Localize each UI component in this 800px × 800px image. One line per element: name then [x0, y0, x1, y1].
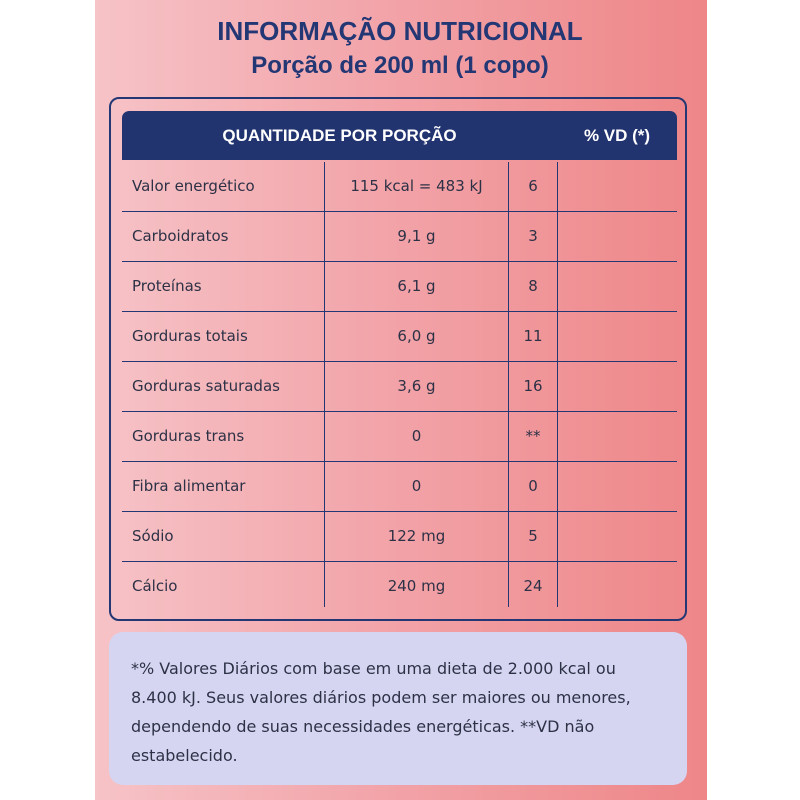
empty-cell	[558, 312, 677, 361]
nutrient-daily-value: 0	[509, 462, 558, 511]
nutrient-name: Proteínas	[132, 277, 202, 295]
empty-cell	[558, 212, 677, 261]
nutrient-name: Fibra alimentar	[132, 477, 246, 495]
nutrient-amount: 6,1 g	[324, 262, 509, 311]
table-row	[122, 412, 677, 462]
nutrient-name: Gorduras totais	[132, 327, 248, 345]
nutrient-amount: 6,0 g	[324, 312, 509, 361]
empty-cell	[558, 162, 677, 211]
daily-value-footnote: *% Valores Diários com base em uma dieta de 2.000 kcal ou 8.400 kJ. Seus valores diários podem ser maiores ou menores, dependendo de suas necessidades energéticas. **VD não estabelecido.	[109, 632, 687, 785]
nutrient-daily-value: **	[509, 412, 558, 461]
nutrient-amount: 9,1 g	[324, 212, 509, 261]
table-row	[122, 212, 677, 262]
nutrient-daily-value: 11	[509, 312, 558, 361]
table-row	[122, 312, 677, 362]
nutrient-amount: 3,6 g	[324, 362, 509, 411]
nutrient-daily-value: 6	[509, 162, 558, 211]
nutrient-daily-value: 3	[509, 212, 558, 261]
empty-cell	[558, 562, 677, 611]
empty-cell	[558, 262, 677, 311]
table-row	[122, 462, 677, 512]
nutrient-daily-value: 16	[509, 362, 558, 411]
table-row	[122, 162, 677, 212]
nutrient-name: Sódio	[132, 527, 174, 545]
nutrient-daily-value: 24	[509, 562, 558, 607]
empty-cell	[558, 462, 677, 511]
nutrient-amount: 0	[324, 462, 509, 511]
nutrient-name: Gorduras saturadas	[132, 377, 280, 395]
column-header-quantity: QUANTIDADE POR PORÇÃO	[222, 126, 457, 145]
empty-cell	[558, 362, 677, 411]
nutrient-name: Valor energético	[132, 177, 255, 195]
empty-cell	[558, 412, 677, 461]
nutrient-name: Cálcio	[132, 577, 178, 595]
nutrient-daily-value: 8	[509, 262, 558, 311]
table-row	[122, 262, 677, 312]
empty-cell	[558, 512, 677, 561]
table-row	[122, 362, 677, 412]
nutrient-name: Gorduras trans	[132, 427, 245, 445]
column-header-daily-value: % VD (*)	[583, 126, 651, 145]
table-row	[122, 562, 677, 612]
nutrient-amount: 0	[324, 412, 509, 461]
nutrient-daily-value: 5	[509, 512, 558, 561]
page-title: INFORMAÇÃO NUTRICIONAL	[217, 16, 583, 46]
table-row	[122, 512, 677, 562]
serving-size: Porção de 200 ml (1 copo)	[251, 52, 549, 79]
nutrient-amount: 240 mg	[324, 562, 509, 607]
table-header	[122, 111, 677, 160]
nutrient-amount: 122 mg	[324, 512, 509, 561]
nutrient-name: Carboidratos	[132, 227, 229, 245]
nutrient-amount: 115 kcal = 483 kJ	[324, 162, 509, 211]
